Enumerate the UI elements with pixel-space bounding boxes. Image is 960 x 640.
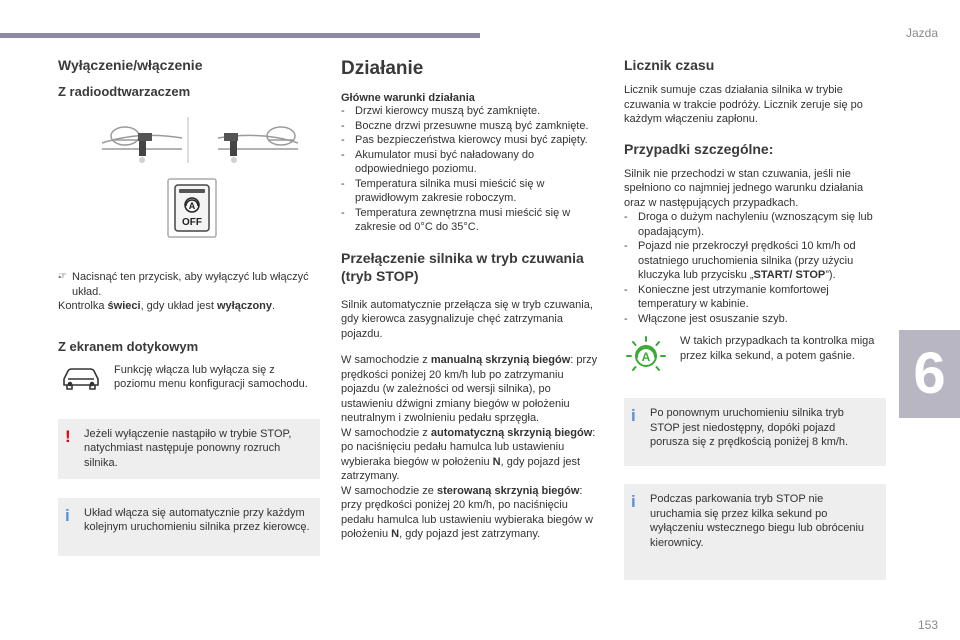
- finger-arrow-icon: - ☞: [58, 271, 67, 282]
- stop-start-indicator-icon: [624, 334, 670, 376]
- touchscreen-row: [58, 363, 320, 397]
- stop-intro: Silnik automatycznie przełącza się w tryb czuwania, gdy kierowca zasygnalizuje chęć zatrzymania pojazdu.: [341, 298, 593, 340]
- special-item: - Droga o dużym nachyleniu (wznoszącym się lub opadającym).: [624, 210, 886, 239]
- radio-instruction: [58, 270, 320, 299]
- indicator-text: W takich przypadkach ta kontrolka miga przez kilka sekund, a potem gaśnie.: [680, 335, 875, 362]
- radio-instruction-text: Nacisnąć ten przycisk, aby wyłączyć lub włączyć układ.: [72, 271, 309, 298]
- warning-note: [58, 419, 320, 479]
- section-label: Jazda: [905, 26, 938, 40]
- info-icon: i: [65, 505, 70, 525]
- info-icon: i: [631, 492, 636, 511]
- condition-item: - Drzwi kierowcy muszą być zamknięte.: [341, 104, 603, 119]
- exclamation-icon: !: [65, 426, 71, 446]
- info-note: [58, 498, 320, 556]
- condition-item: - Pas bezpieczeństwa kierowcy musi być zapięty.: [341, 133, 603, 148]
- condition-item: - Temperatura zewnętrzna musi mieścić się w zakresie od 0°C do 35°C.: [341, 206, 603, 235]
- radio-status: Kontrolka świeci, gdy układ jest wyłączony.: [58, 300, 276, 312]
- car-icon: [58, 363, 108, 397]
- special-list: [624, 210, 886, 326]
- special-item: - Konieczne jest utrzymanie komfortowej temperatury w kabinie.: [624, 283, 886, 312]
- info-icon: i: [631, 406, 636, 425]
- column-timer: [624, 48, 886, 580]
- special-item: - Włączone jest osuszanie szyb.: [624, 312, 886, 327]
- heading-special-cases: Przypadki szczególne:: [624, 140, 774, 157]
- special-item: - Pojazd nie przekroczył prędkości 10 km/h od ostatniego uruchomienia silnika (przy użyciu kluczyka lub przycisku „START/ STOP”).: [624, 239, 886, 283]
- condition-item: - Boczne drzwi przesuwne muszą być zamknięte.: [341, 119, 603, 134]
- heading-conditions: Główne warunki działania: [341, 92, 475, 104]
- header-bar: [0, 33, 480, 38]
- heading-touchscreen: Z ekranem dotykowym: [58, 338, 199, 354]
- column-enable-disable: [58, 48, 320, 556]
- info-parking-text: Podczas parkowania tryb STOP nie uruchamia się przez kilka sekund po wyłączeniu wstecznego biegu lub obróceniu kierownicy.: [650, 493, 865, 549]
- dashboard-steering-wheel-icon: [58, 107, 320, 245]
- column-operation: [341, 48, 603, 542]
- touchscreen-text: Funkcję włącza lub wyłącza się z poziomu menu konfiguracji samochodu.: [114, 363, 308, 390]
- heading-operation: Działanie: [341, 58, 424, 79]
- warning-text: Jeżeli wyłączenie nastąpiło w trybie STOP, natychmiast następuje ponowny rozruch silnika.: [84, 427, 292, 469]
- info-note-parking: [624, 484, 886, 580]
- condition-item: - Temperatura silnika musi mieścić się w prawidłowym zakresie roboczym.: [341, 177, 603, 206]
- heading-timer: Licznik czasu: [624, 57, 715, 73]
- condition-item: - Akumulator musi być naładowany do odpowiedniego poziomu.: [341, 148, 603, 177]
- info-text: Układ włącza się automatycznie przy każdym kolejnym uruchomieniu silnika przez kierowcę.: [84, 506, 310, 533]
- special-intro: Silnik nie przechodzi w stan czuwania, jeśli nie spełniono co najmniej jednego warunku działania oraz w następujących przypadkach.: [624, 167, 864, 209]
- page-number: 153: [917, 618, 938, 632]
- heading-stop-mode: Przełączenie silnika w tryb czuwania (tryb STOP): [341, 249, 584, 284]
- off-button-label: OFF: [182, 217, 202, 228]
- heading-enable-disable: Wyłączenie/włączenie: [58, 57, 203, 73]
- chapter-number-tab: 6: [899, 330, 960, 418]
- info-note-restart: [624, 398, 886, 466]
- stop-details: W samochodzie z manualną skrzynią biegów: przy prędkości poniżej 20 km/h lub po zatrzymaniu pojazdu (w zależności od wersji silnika), po ustawieniu dźwigni zmiany biegów w położeniu neutralnym i zwolnieniu pedału sprzęgła. W samochodzie z automatyczną skrzynią biegów: po naciśnięciu pedału hamulca lub ustawieniu wybieraka biegów w położeniu N, gdy pojazd jest zatrzymany. W samochodzie ze sterowaną skrzynią biegów: przy prędkości poniżej 20 km/h, po naciśnięciu pedału hamulca lub ustawieniu wybieraka biegów w położeniu N, gdy pojazd jest zatrzymany.: [341, 354, 598, 540]
- indicator-row: [624, 334, 886, 376]
- timer-text: Licznik sumuje czas działania silnika w trybie czuwania w trakcie podróży. Licznik zeruje się po każdym włączeniu zapłonu.: [624, 84, 863, 125]
- heading-radio: Z radioodtwarzaczem: [58, 84, 191, 99]
- conditions-list: [341, 104, 603, 235]
- info-restart-text: Po ponownym uruchomieniu silnika tryb STOP jest niedostępny, dopóki pojazd porusza się z prędkością poniżej 8 km/h.: [650, 407, 849, 448]
- svg-text:A: A: [188, 201, 196, 211]
- svg-text:A: A: [641, 350, 651, 364]
